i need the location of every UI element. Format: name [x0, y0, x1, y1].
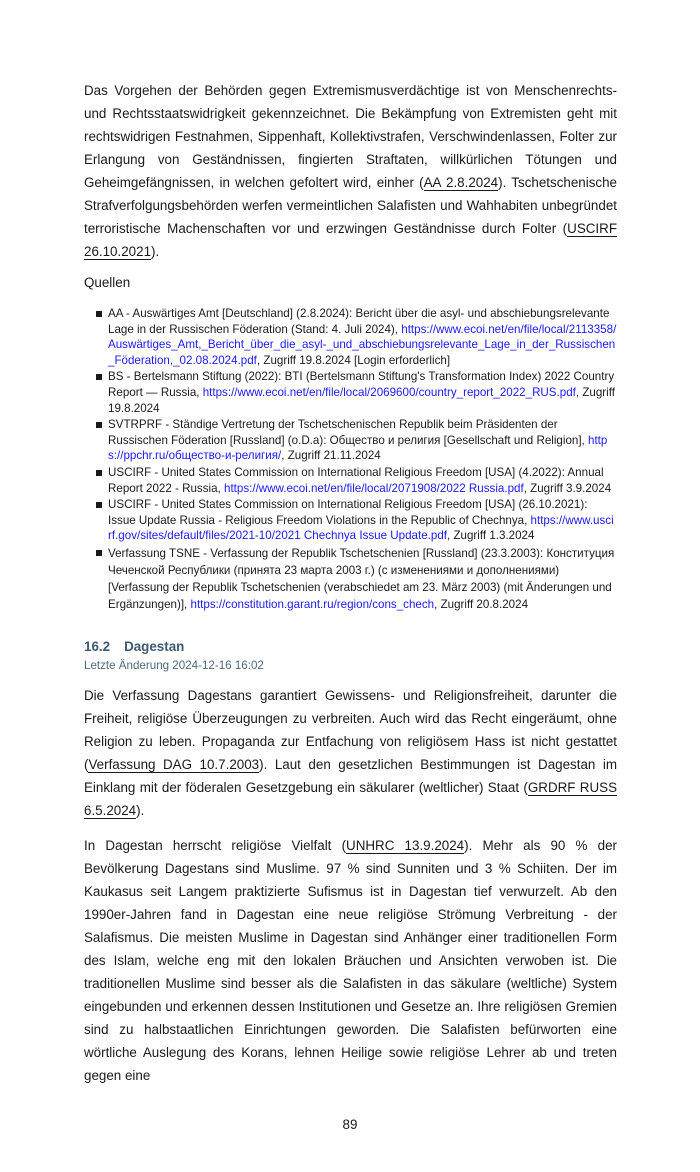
source-link[interactable]: https://www.uscirf.gov/sites/default/files/2021-10/2021 Chechnya Issue Update.pdf — [108, 513, 614, 543]
source-text: SVTRPRF - Ständige Vertretung der Tschetschenischen Republik beim Präsidenten der Russischen Föderation [Russland] (o.D.a): Общество и религия [Gesellschaft und Religion], — [108, 418, 588, 447]
paragraph-constitution — [84, 684, 617, 822]
source-text: BS - Bertelsmann Stiftung (2022): BTI (Bertelsmann Stiftung's Transformation Index) 2022 Country Report — Russia, — [108, 370, 615, 399]
source-link[interactable]: https://www.ecoi.net/en/file/local/2113358/Auswärtiges_Amt,_Bericht_über_die_asyl-_und_abschiebungsrelevante_Lage_in_der_Russischen_Föderation,_02.08.2024.pdf — [108, 322, 617, 367]
source-item — [96, 465, 617, 496]
source-text: Verfassung TSNE - Verfassung der Republik Tschetschenien [Russland] (23.3.2003): Конституция Чеченской Республики (принята 23 марта 2003 г.) (с изменениями и дополнениями) [Verfassung der Republik Tschetschenien (verabschiedet am 23. März 2003) (mit Änderungen und Ergänzungen)], — [108, 546, 615, 611]
section-heading — [84, 639, 617, 654]
source-text: AA - Auswärtiges Amt [Deutschland] (2.8.2024): Bericht über die asyl- und abschiebungsrelevante Lage in der Russischen Föderation (Stand: 4. Juli 2024), — [108, 307, 610, 336]
source-access: , Zugriff 20.8.2024 — [434, 597, 529, 611]
source-access: , Zugriff 1.3.2024 — [447, 529, 535, 543]
source-link[interactable]: https://www.ecoi.net/en/file/local/2069600/country_report_2022_RUS.pdf — [202, 385, 576, 399]
bullet-icon — [96, 502, 102, 508]
bullet-icon — [96, 550, 102, 556]
source-text: USCIRF - United States Commission on International Religious Freedom [USA] (26.10.2021): Issue Update Russia - Religious Freedom Violations in the Republic of Chechnya, — [108, 498, 588, 527]
text: ). Laut den gesetzlichen Bestimmungen ist Dagestan im Einklang mit der föderalen Gesetzgebung ein säkularer (weltlicher) Staat ( — [84, 756, 617, 795]
sources-label: Quellen — [84, 275, 131, 290]
source-item — [96, 417, 617, 464]
source-link[interactable]: https://www.ecoi.net/en/file/local/2071908/2022 Russia.pdf — [224, 481, 524, 495]
text: Das Vorgehen der Behörden gegen Extremismusverdächtige ist von Menschenrechts- und Rechtsstaatswidrigkeit gekennzeichnet. Die Bekämpfung von Extremisten geht mit rechtswidrigen Festnahmen, Sippenhaft, Kollektivstrafen, Verschwindenlassen, Folter zur Erlangung von Geständnissen, fingierten Straftaten, willkürlichen Tötungen und Geheimgefängnissen, in welchen gefoltert wird, einher ( — [84, 83, 617, 190]
bullet-icon — [96, 422, 102, 428]
source-access: , Zugriff 21.11.2024 — [281, 449, 381, 463]
text: In Dagestan herrscht religiöse Vielfalt ( — [84, 837, 347, 853]
citation-link[interactable]: GRDRF RUSS 6.5.2024 — [84, 779, 617, 818]
text: ). — [136, 802, 145, 818]
paragraph-extremism — [84, 79, 617, 263]
sources-list — [84, 306, 617, 613]
text: ). — [151, 244, 160, 259]
page-content — [84, 79, 617, 1087]
citation-link[interactable]: AA 2.8.2024 — [423, 175, 499, 190]
source-item — [96, 369, 617, 416]
source-item — [96, 497, 617, 544]
text: Die Verfassung Dagestans garantiert Gewissens- und Religionsfreiheit, darunter die Freiheit, religiöse Überzeugungen zu verbreiten. Auch wird das Recht eingeräumt, ohne Religion zu leben. Propaganda zur Entfachung von religiösem Hass ist nicht gestattet ( — [84, 687, 617, 772]
source-access: , Zugriff 19.8.2024 — [108, 385, 615, 415]
bullet-icon — [96, 374, 102, 380]
section-number: 16.2 — [84, 638, 111, 654]
citation-link[interactable]: UNHRC 13.9.2024 — [346, 837, 465, 853]
section-title: Dagestan — [124, 638, 185, 654]
bullet-icon — [96, 470, 102, 476]
source-text: USCIRF - United States Commission on International Religious Freedom [USA] (4.2022): Annual Report 2022 - Russia, — [108, 465, 604, 495]
last-change: Letzte Änderung 2024-12-16 16:02 — [84, 658, 264, 672]
bullet-icon — [96, 311, 102, 317]
source-link[interactable]: https://ppchr.ru/общество-и-религия/ — [108, 433, 608, 463]
citation-link[interactable]: USCIRF 26.10.2021 — [84, 221, 617, 259]
source-access: , Zugriff 19.8.2024 [Login erforderlich] — [256, 353, 451, 367]
text: ). Mehr als 90 % der Bevölkerung Dagestans sind Muslime. 97 % sind Sunniten und 3 % Schiiten. Der im Kaukasus seit Langem praktizierte Sufismus ist in Dagestan tief verwurzelt. Ab den 1990er-Jahren fand in Dagestan eine neue religiöse Strömung Verbreitung - der Salafismus. Die meisten Muslime in Dagestan sind Anhänger einer traditionellen Form des Islam, welche eng mit den lokalen Bräuchen und Ansichten verwoben ist. Die traditionellen Muslime sind besser als die Salafisten in das säkulare (weltliche) System eingebunden und erkennen dessen Institutionen und Gesetze an. Ihre religiösen Gremien sind zu halbstaatlichen Einrichtungen geworden. Die Salafisten befürworten eine wörtliche Auslegung des Korans, lehnen Heilige sowie religiöse Lehrer ab und treten gegen eine — [84, 837, 617, 1083]
text: ). Tschetschenische Strafverfolgungsbehörden werfen vermeintlichen Salafisten und Wahhabiten unbegründet terroristische Machenschaften vor und erzwingen Geständnisse durch Folter ( — [84, 175, 617, 236]
page-number: 89 — [342, 1116, 358, 1132]
citation-link[interactable]: Verfassung DAG 10.7.2003 — [88, 756, 260, 772]
paragraph-diversity — [84, 834, 617, 1087]
source-link[interactable]: https://constitution.garant.ru/region/cons_chech — [190, 597, 435, 611]
source-access: , Zugriff 3.9.2024 — [523, 481, 612, 495]
source-item — [96, 306, 617, 368]
source-item — [96, 545, 617, 613]
